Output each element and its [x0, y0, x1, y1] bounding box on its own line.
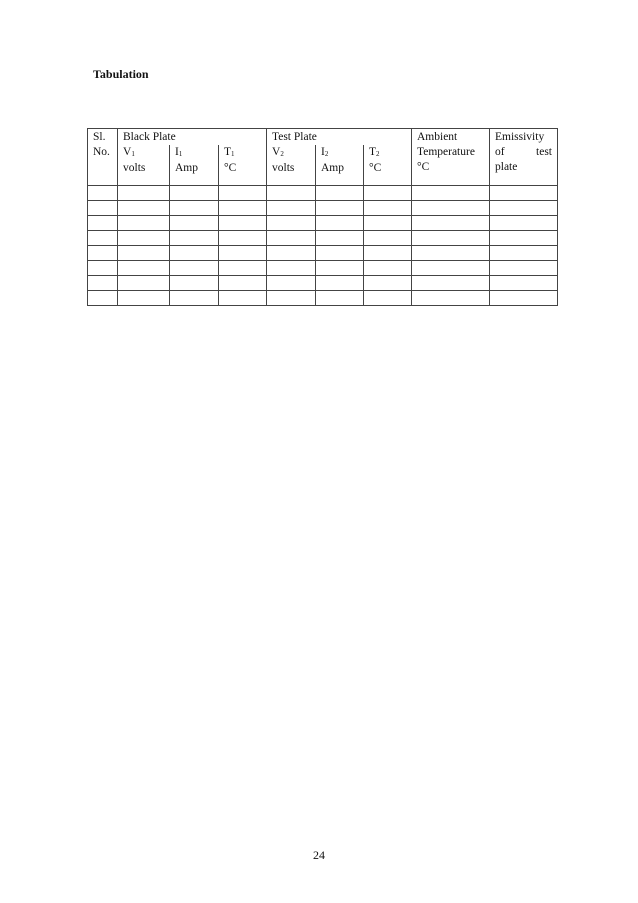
v1-unit: volts [123, 162, 146, 174]
emissivity-header [490, 129, 558, 146]
t2-symbol: T [369, 146, 377, 158]
emissivity-header-cont [490, 145, 558, 186]
v2-unit: volts [272, 162, 295, 174]
test-plate-header: Test Plate [267, 129, 412, 146]
i2-unit: Amp [321, 162, 344, 174]
i1-subscript: 1 [178, 150, 183, 158]
table-row [88, 261, 558, 276]
section-heading: Tabulation [93, 67, 149, 81]
header-row-2 [88, 145, 558, 186]
t2-unit: °C [369, 162, 382, 174]
sl-header [88, 129, 118, 146]
v2-symbol: V [272, 146, 281, 158]
v1-header [118, 145, 170, 186]
sl-header-line1: Sl. [93, 131, 106, 143]
ambient-header-cont [412, 145, 490, 186]
i2-symbol: I [321, 146, 325, 158]
black-plate-header: Black Plate [118, 129, 267, 146]
v1-symbol: V [123, 146, 132, 158]
emissivity-header-line1: Emissivity [495, 131, 545, 143]
t1-symbol: T [224, 146, 232, 158]
tabulation-table [87, 128, 558, 306]
ambient-header [412, 129, 490, 146]
sl-header-cont [88, 145, 118, 186]
v1-subscript: 1 [131, 150, 135, 158]
table-row [88, 276, 558, 291]
t2-subscript: 2 [376, 150, 380, 158]
ambient-header-line1: Ambient [417, 131, 458, 143]
emissivity-header-line2: of test [495, 146, 552, 158]
t1-unit: °C [224, 162, 237, 174]
table-row [88, 291, 558, 306]
page-number: 24 [313, 848, 325, 862]
i2-header [316, 145, 364, 186]
i1-symbol: I [175, 146, 179, 158]
ambient-header-line3: °C [417, 161, 430, 173]
sl-header-line2: No. [93, 146, 110, 158]
table-row [88, 201, 558, 216]
table-row [88, 216, 558, 231]
table-row [88, 186, 558, 201]
header-row-1 [88, 129, 558, 146]
table-row [88, 231, 558, 246]
emissivity-header-line3: plate [495, 161, 518, 173]
t2-header [364, 145, 412, 186]
v2-header [267, 145, 316, 186]
t1-subscript: 1 [231, 150, 235, 158]
table-row [88, 246, 558, 261]
i2-subscript: 2 [324, 150, 329, 158]
ambient-header-line2: Temperature [417, 146, 475, 158]
i1-header [170, 145, 219, 186]
i1-unit: Amp [175, 162, 198, 174]
t1-header [219, 145, 267, 186]
v2-subscript: 2 [280, 150, 284, 158]
